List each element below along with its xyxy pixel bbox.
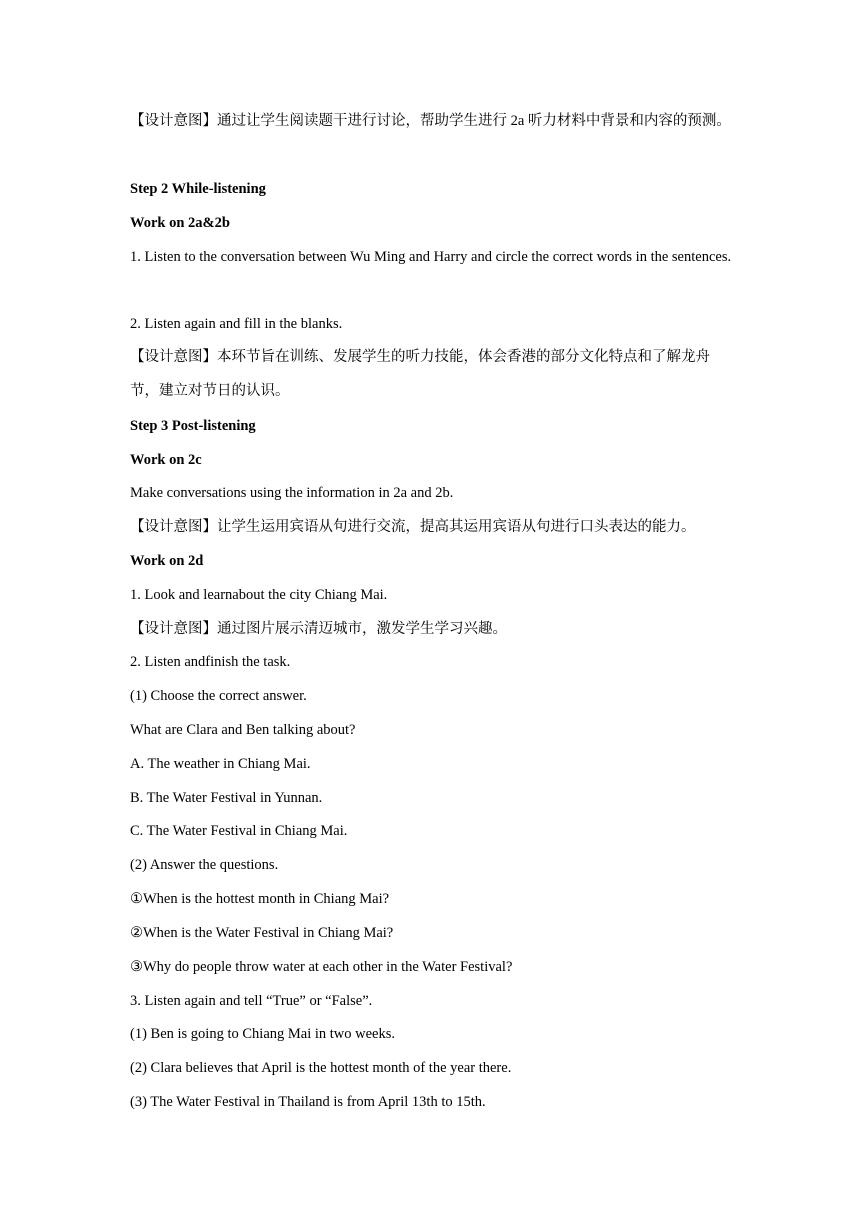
statement-line: (3) The Water Festival in Thailand is from April 13th to 15th. [130,1094,486,1110]
design-intent-paragraph: 【设计意图】通过图片展示清迈城市，激发学生学习兴趣。 [130,621,507,637]
answer-option: B. The Water Festival in Yunnan. [130,790,323,806]
statement-line: (1) Ben is going to Chiang Mai in two weeks. [130,1026,396,1042]
question-line: What are Clara and Ben talking about? [130,722,356,738]
work-heading: Work on 2d [130,553,204,569]
question-line: ③Why do people throw water at each other in the Water Festival? [130,959,513,975]
task-heading: (1) Choose the correct answer. [130,688,307,704]
instruction-paragraph: 1. Listen to the conversation between Wu Ming and Harry and circle the correct words in the sentences. [130,249,732,265]
design-intent-paragraph: 【设计意图】通过让学生阅读题干进行讨论，帮助学生进行 2a 听力材料中背景和内容的预测。 [130,113,731,129]
work-heading: Work on 2a&2b [130,215,230,231]
task-heading: (2) Answer the questions. [130,857,279,873]
design-intent-paragraph: 【设计意图】本环节旨在训练、发展学生的听力技能，体会香港的部分文化特点和了解龙舟节，建立对节日的认识。 [130,349,710,399]
instruction-line: Make conversations using the information in 2a and 2b. [130,485,454,501]
answer-option: C. The Water Festival in Chiang Mai. [130,823,348,839]
step-heading: Step 2 While-listening [130,181,266,197]
instruction-line: 3. Listen again and tell “True” or “False”. [130,993,373,1009]
statement-line: (2) Clara believes that April is the hottest month of the year there. [130,1060,512,1076]
question-line: ①When is the hottest month in Chiang Mai? [130,891,390,907]
instruction-line: 2. Listen again and fill in the blanks. [130,316,343,332]
answer-option: A. The weather in Chiang Mai. [130,756,311,772]
work-heading: Work on 2c [130,452,202,468]
design-intent-paragraph: 【设计意图】让学生运用宾语从句进行交流，提高其运用宾语从句进行口头表达的能力。 [130,519,696,535]
question-line: ②When is the Water Festival in Chiang Mai? [130,925,394,941]
instruction-line: 1. Look and learnabout the city Chiang Mai. [130,587,388,603]
step-heading: Step 3 Post-listening [130,418,256,434]
instruction-line: 2. Listen andfinish the task. [130,654,291,670]
